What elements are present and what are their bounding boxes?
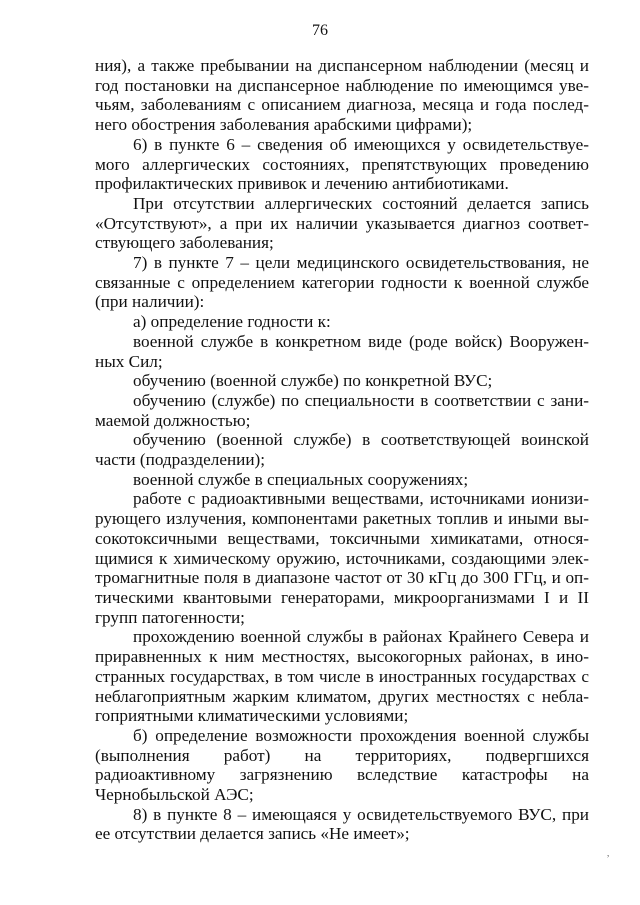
paragraph-item-6: 6) в пункте 6 – сведения об имеющихся у освидетельствуемого аллергических состояниях, препятствующих проведению профилактических прививок и лечению антибиотиками. [95,134,589,194]
paragraph-military-service-type: военной службе в конкретном виде (роде войск) Вооруженных Сил; [95,331,589,371]
paragraph-special-facilities: военной службе в специальных сооружениях; [133,469,469,489]
paragraph-subitem-a: а) определение годности к: [133,312,331,332]
paragraph-training-specialty: обучению (службе) по специальности в соответствии с занимаемой должностью; [95,390,589,430]
paragraph-remote-areas: прохождению военной службы в районах Крайнего Севера и приравненных к ним местностях, высокогорных районах, в иностранных государствах, в том числе в иностранных государствах с неблагоприятным жарким климатом, других местностях с неблагоприятными климатическими условиями; [95,627,589,726]
paragraph-item-7: 7) в пункте 7 – цели медицинского освидетельствования, не связанные с определением категории годности к военной службе (при наличии): [95,253,589,312]
paragraph-hazardous-work: работе с радиоактивными веществами, источниками ионизирующего излучения, компонентами ракетных топлив и иными высокотоксичными веществами, токсичными химикатами, относящимися к химическому оружию, источниками, создающими электромагнитные поля в диапазоне частот от 30 кГц до 300 ГГц, и оптическими квантовыми генераторами, микроорганизмами I и II групп патогенности; [95,489,589,627]
paragraph-training-unit: обучению (военной службе) в соответствующей воинской части (подразделении); [95,430,589,470]
margin-mark: , [607,848,610,858]
paragraph-continuation: ния), а также пребывании на диспансерном наблюдении (месяц и год постановки на диспансерное наблюдение по имеющимся увечьям, заболеваниям с описанием диагноза, месяца и года последнего обострения заболевания арабскими цифрами); [95,56,589,135]
paragraph-training-vus: обучению (военной службе) по конкретной ВУС; [133,371,493,391]
page-number: 76 [312,22,328,39]
paragraph-subitem-b: б) определение возможности прохождения военной службы (выполнения работ) на территориях, подвергшихся радиоактивному загрязнению вследствие катастрофы на Чернобыльской АЭС; [95,725,589,805]
paragraph-item-8: 8) в пункте 8 – имеющаяся у освидетельствуемого ВУС, при ее отсутствии делается запись «Не имеет»; [95,804,589,844]
document-body [95,56,589,844]
paragraph-allergy-note: При отсутствии аллергических состояний делается запись «Отсутствуют», а при их наличии указывается диагноз соответствующего заболевания; [95,193,589,253]
